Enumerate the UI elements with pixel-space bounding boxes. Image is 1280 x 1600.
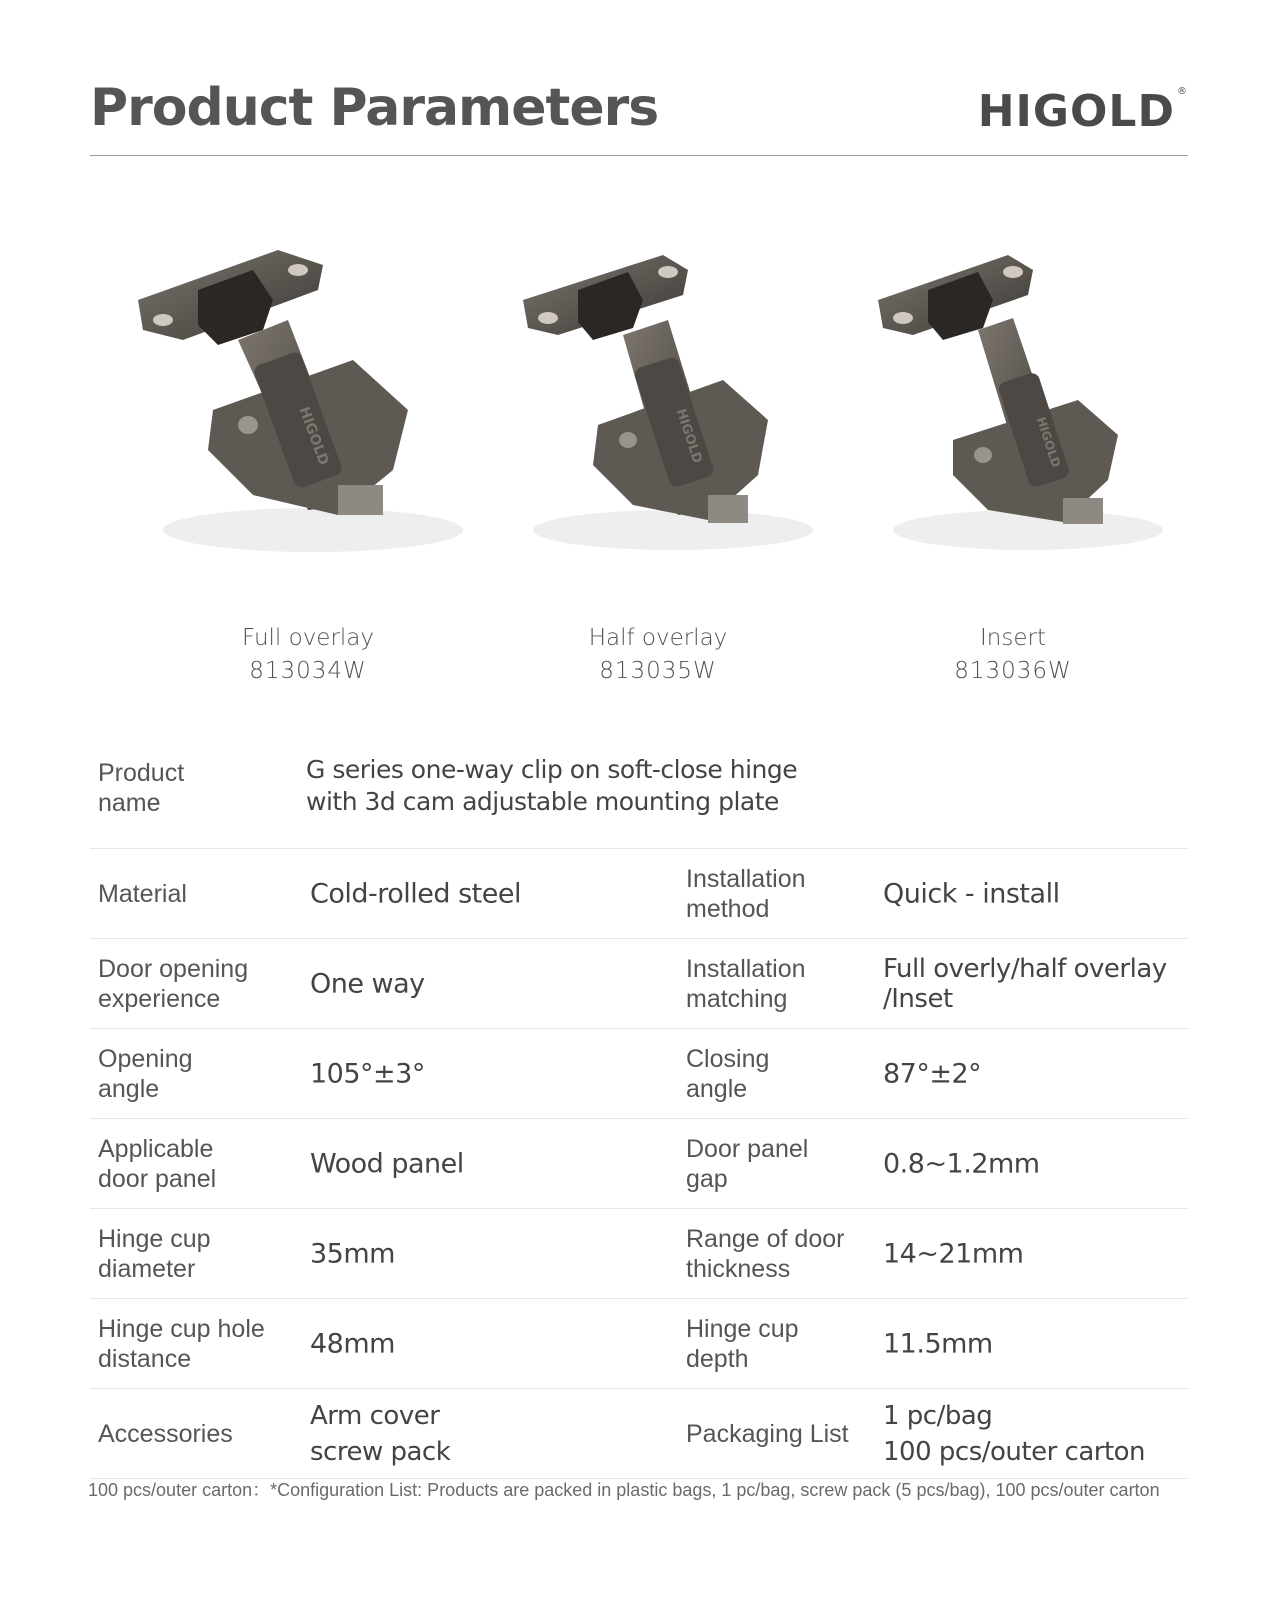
spec-value: 0.8~1.2mm	[883, 1148, 1040, 1179]
spec-value: Cold-rolled steel	[310, 878, 521, 909]
spec-row	[90, 1029, 1188, 1119]
spec-value: 48mm	[310, 1328, 395, 1359]
product-card-half-overlay	[473, 170, 843, 700]
spec-label: Closing angle	[686, 1044, 770, 1103]
spec-label: Applicable door panel	[98, 1134, 217, 1193]
spec-label: Door opening experience	[98, 954, 249, 1013]
spec-value: 14~21mm	[883, 1238, 1024, 1269]
registered-mark: ®	[1177, 86, 1188, 97]
spec-label: Material	[98, 879, 187, 908]
product-code: 813035W	[599, 658, 717, 684]
hinge-image-half-overlay	[473, 210, 843, 570]
product-card-insert	[828, 170, 1198, 700]
spec-row	[90, 849, 1188, 939]
spec-value: Wood panel	[310, 1148, 464, 1179]
spec-row	[90, 1389, 1188, 1479]
spec-label: Door panel gap	[686, 1134, 809, 1193]
page-header	[90, 78, 1188, 156]
spec-row	[90, 1209, 1188, 1299]
spec-label: Opening angle	[98, 1044, 193, 1103]
product-gallery	[68, 170, 1198, 700]
spec-value: 11.5mm	[883, 1328, 993, 1359]
product-code: 813034W	[249, 658, 367, 684]
spec-value: Arm cover screw pack	[310, 1400, 451, 1467]
product-type: Full overlay	[241, 625, 375, 651]
spec-label: Hinge cup depth	[686, 1314, 799, 1373]
hinge-image-full-overlay	[123, 210, 493, 570]
spec-row	[90, 939, 1188, 1029]
svg-text:HIGOLD: HIGOLD	[1033, 415, 1064, 470]
product-card-full-overlay	[123, 170, 493, 700]
footnote: 100 pcs/outer carton：*Configuration List: Products are packed in plastic bags, 1 pc/bag, screw pack (5 pcs/bag), 100 pcs/outer carton	[88, 1480, 1160, 1500]
product-type: Insert	[980, 625, 1046, 651]
product-code: 813036W	[954, 658, 1072, 684]
spec-row	[90, 1299, 1188, 1389]
spec-label: Product name	[98, 759, 185, 817]
spec-value: Quick - install	[883, 878, 1060, 909]
product-type: Half overlay	[588, 625, 728, 651]
spec-label: Packaging List	[686, 1419, 849, 1448]
svg-text:HIGOLD: HIGOLD	[295, 404, 332, 468]
brand-name: HIGOLD	[977, 86, 1175, 137]
header-divider	[90, 155, 1188, 156]
spec-value: Full overly/half overlay /Inset	[883, 953, 1167, 1014]
spec-label: Range of door thickness	[686, 1224, 845, 1283]
spec-value: 105°±3°	[310, 1058, 425, 1089]
spec-value: 87°±2°	[883, 1058, 982, 1089]
spec-label: Accessories	[98, 1419, 233, 1448]
spec-row-product-name	[90, 755, 1188, 849]
spec-label: Hinge cup diameter	[98, 1224, 211, 1283]
spec-label: Hinge cup hole distance	[98, 1314, 265, 1373]
brand-logo	[978, 86, 1188, 137]
hinge-image-insert	[828, 210, 1198, 570]
spec-value: G series one-way clip on soft-close hinge with 3d cam adjustable mounting plate	[306, 755, 798, 816]
page-title: Product Parameters	[90, 78, 659, 138]
svg-text:HIGOLD: HIGOLD	[672, 406, 705, 466]
spec-label: Installation method	[686, 864, 806, 923]
spec-label: Installation matching	[686, 954, 806, 1013]
spec-value: 35mm	[310, 1238, 395, 1269]
spec-value: 1 pc/bag 100 pcs/outer carton	[883, 1400, 1146, 1467]
spec-row	[90, 1119, 1188, 1209]
spec-value: One way	[310, 968, 425, 999]
